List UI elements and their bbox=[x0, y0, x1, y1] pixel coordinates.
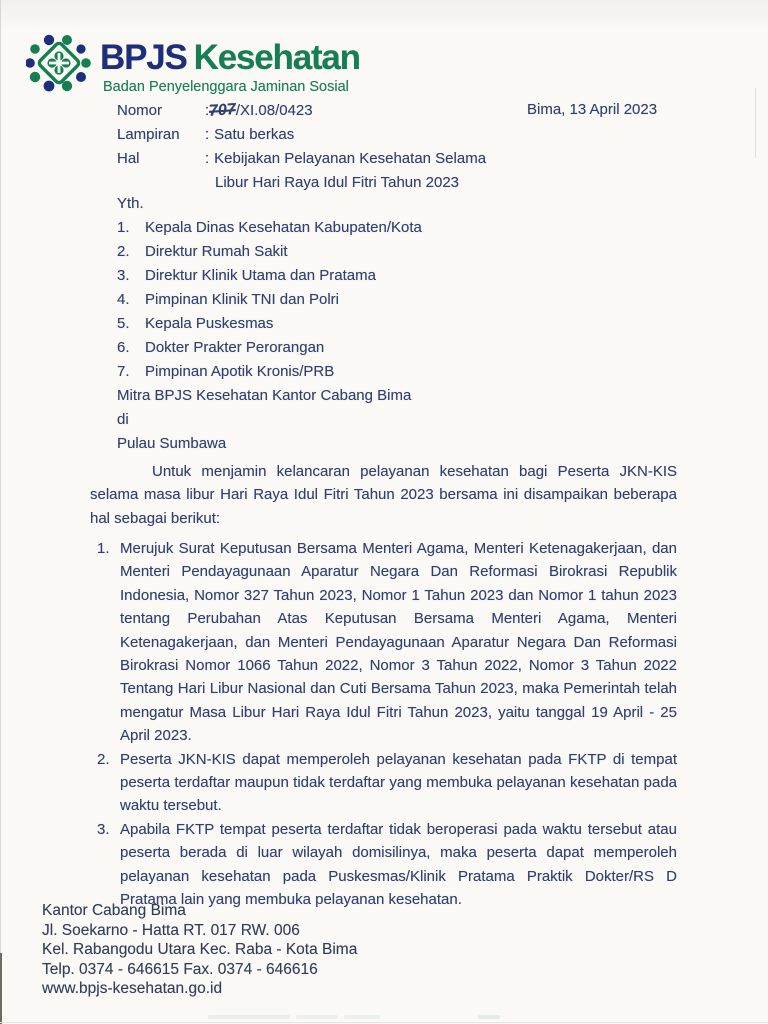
recipient-text: Kepala Dinas Kesehatan Kabupaten/Kota bbox=[145, 219, 422, 236]
scan-bottom-line bbox=[0, 1022, 768, 1023]
point-text: Apabila FKTP tempat peserta terdaftar tidak beroperasi pada waktu tersebut atau peserta berada di luar wilayah domisilinya, maka peserta dapat memperoleh pelayanan kesehatan pada Puskesmas/Klinik Pratama Praktik Dokter/RS D Pratama lain yang membuka pelayanan kesehatan. bbox=[120, 820, 677, 909]
meta-row-lampiran bbox=[117, 123, 486, 147]
point-text: Peserta JKN-KIS dapat memperoleh pelayanan kesehatan pada FKTP di tempat peserta terdaftar maupun tidak terdaftar yang membuka pelayanan kesehatan pada waktu tersebut. bbox=[120, 750, 677, 815]
hal-value: : Kebijakan Pelayanan Kesehatan Selama Libur Hari Raya Idul Fitri Tahun 2023 bbox=[205, 147, 486, 195]
hal-value-line2: Libur Hari Raya Idul Fitri Tahun 2023 bbox=[215, 174, 460, 191]
bpjs-logo-icon bbox=[26, 33, 92, 93]
recipient-text: Kepala Puskesmas bbox=[145, 315, 274, 332]
scan-bottom-segment bbox=[296, 1015, 338, 1019]
recipient-num: 2. bbox=[117, 243, 130, 260]
letterhead-footer bbox=[42, 901, 357, 999]
recipient-num: 7. bbox=[117, 363, 130, 380]
recipient-num: 4. bbox=[117, 291, 130, 308]
footer-phone-fax: Telp. 0374 - 646615 Fax. 0374 - 646616 bbox=[42, 960, 318, 978]
opening-paragraph: Untuk menjamin kelancaran pelayanan kesehatan bagi Peserta JKN-KIS selama masa libur Hari Raya Idul Fitri Tahun 2023 bersama ini disampaikan beberapa hal sebagai berikut: bbox=[90, 463, 677, 527]
handwritten-number: 707 bbox=[208, 101, 237, 120]
recipient-text: Pimpinan Apotik Kronis/PRB bbox=[145, 363, 335, 380]
footer-address-line2: Kel. Rabangodu Utara Kec. Raba - Kota Bima bbox=[42, 941, 358, 958]
recipient-text: Direktur Klinik Utama dan Pratama bbox=[145, 267, 376, 284]
website-url: www.bpjs-kesehatan.go.id bbox=[42, 980, 223, 997]
hal-label: Hal bbox=[117, 150, 140, 167]
letter-date: Bima, 13 April 2023 bbox=[527, 101, 658, 118]
scan-bottom-segment bbox=[478, 1015, 500, 1019]
recipient-suffix-line: Pulau Sumbawa bbox=[117, 435, 227, 452]
scan-bottom-segment bbox=[208, 1015, 290, 1019]
scan-bottom-segment bbox=[344, 1015, 380, 1019]
recipient-num: 5. bbox=[117, 315, 130, 332]
letter-meta bbox=[117, 99, 486, 195]
brand-wordmark bbox=[100, 38, 360, 78]
body-point bbox=[97, 537, 677, 748]
point-num: 1. bbox=[97, 540, 110, 557]
recipient-suffix-line: di bbox=[117, 411, 129, 428]
brand-bpjs: BPJS bbox=[100, 38, 187, 77]
scan-edge-left-dark bbox=[0, 953, 2, 1024]
recipient-row bbox=[117, 288, 422, 312]
recipient-row bbox=[117, 312, 422, 336]
nomor-value: :707/XI.08/0423 bbox=[205, 99, 313, 123]
body-points bbox=[97, 537, 677, 912]
recipient-text: Direktur Rumah Sakit bbox=[145, 243, 288, 260]
brand-kesehatan: Kesehatan bbox=[193, 38, 360, 77]
recipient-text: Pimpinan Klinik TNI dan Polri bbox=[145, 291, 339, 308]
recipients-block bbox=[117, 192, 422, 456]
footer-office-name: Kantor Cabang Bima bbox=[42, 902, 186, 919]
meta-row-hal bbox=[117, 147, 486, 195]
nomor-label: Nomor bbox=[117, 102, 163, 119]
recipient-row bbox=[117, 216, 422, 240]
scan-edge-left bbox=[0, 0, 1, 1024]
meta-row-nomor bbox=[117, 99, 486, 123]
point-num: 3. bbox=[97, 820, 110, 838]
recipient-row bbox=[117, 264, 422, 288]
recipient-row bbox=[117, 336, 422, 360]
recipient-text: Dokter Prakter Perorangan bbox=[145, 339, 325, 356]
point-num: 2. bbox=[97, 750, 110, 768]
footer-address-line1: Jl. Soekarno - Hatta RT. 017 RW. 006 bbox=[42, 921, 300, 939]
body-point bbox=[97, 818, 677, 912]
recipient-row bbox=[117, 360, 422, 384]
brand-tagline: Badan Penyelenggara Jaminan Sosial bbox=[103, 79, 349, 95]
recipient-suffix-line: Mitra BPJS Kesehatan Kantor Cabang Bima bbox=[117, 387, 412, 404]
recipient-num: 3. bbox=[117, 267, 130, 284]
point-text: Merujuk Surat Keputusan Bersama Menteri Agama, Menteri Ketenagakerjaan, dan Menteri Pendayagunaan Aparatur Negara Dan Reformasi Birokrasi Republik Indonesia, Nomor 327 Tahun 2023, Nomor 1 Tahun 2023 dan Nomor 1 tahun 2023 tentang Perubahan Atas Keputusan Bersama Menteri Agama, Menteri Ketenagakerjaan, dan Menteri Pendayagunaan Aparatur Negara Dan Reformasi Birokrasi Nomor 1066 Tahun 2022, Nomor 3 Tahun 2022, Nomor 3 Tahun 2022 Tentang Hari Libur Nasional dan Cuti Bersama Tahun 2023, maka Pemerintah telah mengatur Masa Libur Hari Raya Idul Fitri Tahun 2023, yaitu tanggal 19 April - 25 April 2023. bbox=[120, 540, 677, 745]
recipient-num: 6. bbox=[117, 339, 130, 356]
lampiran-label: Lampiran bbox=[117, 126, 180, 143]
recipient-num: 1. bbox=[117, 219, 130, 236]
salutation: Yth. bbox=[117, 195, 144, 212]
recipient-row bbox=[117, 240, 422, 264]
scan-edge-right bbox=[755, 88, 756, 158]
lampiran-value: : Satu berkas bbox=[205, 126, 295, 143]
body-point bbox=[97, 748, 677, 818]
